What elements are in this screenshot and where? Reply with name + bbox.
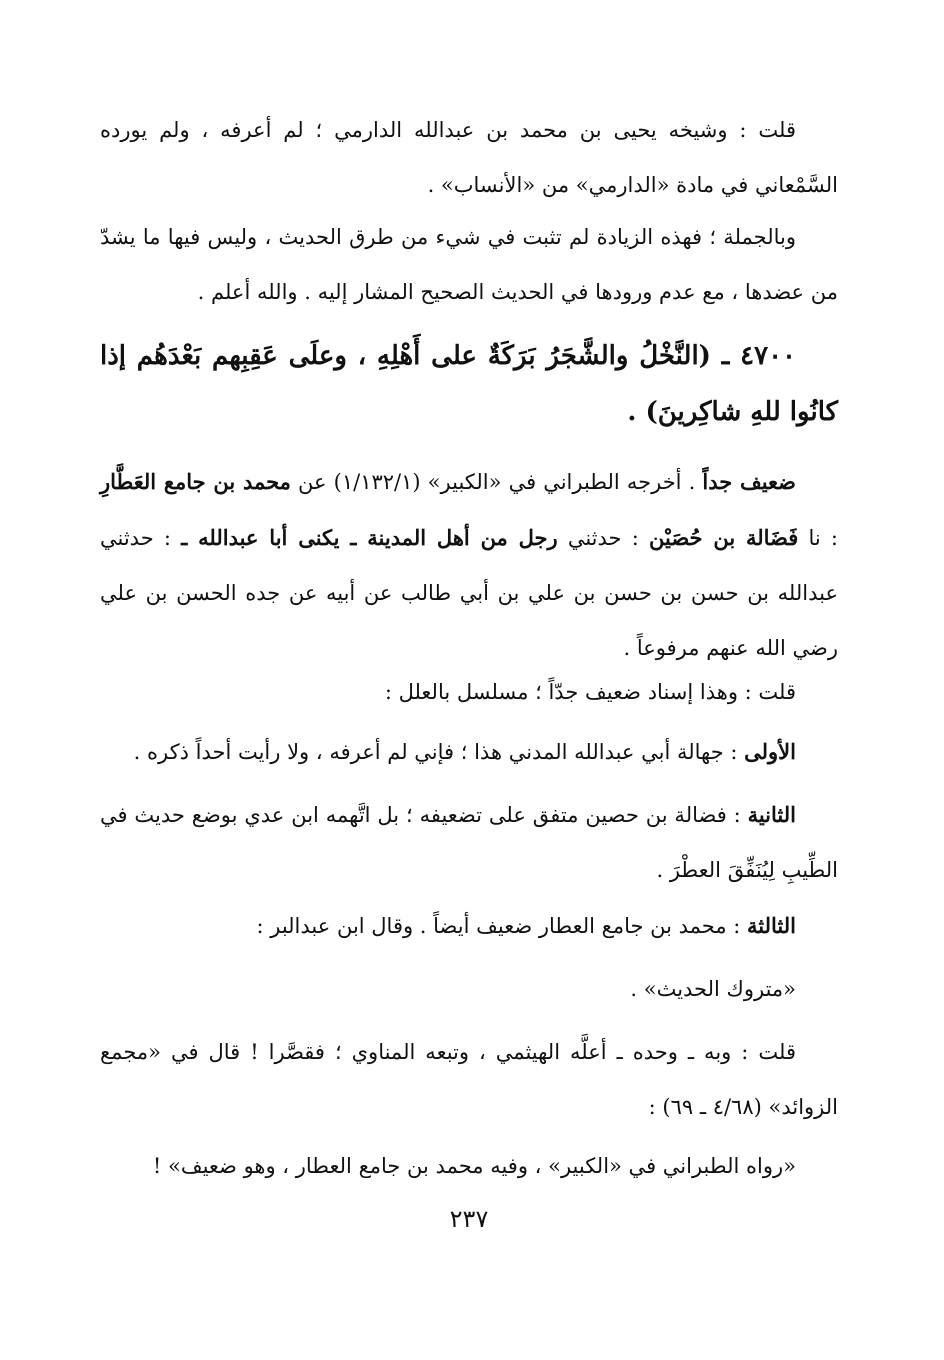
takhrij-text-b: : نا xyxy=(798,526,839,550)
narrator-2: فَضَالة بن حُصَيْن xyxy=(649,525,799,550)
flaw-3-text: : محمد بن جامع العطار ضعيف أيضاً . وقال ابن عبدالبر : xyxy=(256,914,748,938)
paragraph-note-1: قلت : وشيخه يحيى بن محمد بن عبدالله الدارمي ؛ لم أعرفه ، ولم يورده السَّمْعاني في مادة «الدارمي» من «الأنساب» . xyxy=(100,118,838,197)
takhrij-text-a: . أخرجه الطبراني في «الكبير» (١/١٣٢/١) عن xyxy=(290,470,703,494)
document-page xyxy=(100,0,838,1360)
paragraph-flaw-2 xyxy=(100,787,838,898)
paragraph-note-2: قلت : وهذا إسناد ضعيف جدّاً ؛ مسلسل بالعلل : xyxy=(384,680,796,704)
quote-haythami: «رواه الطبراني في «الكبير» ، وفيه محمد بن جامع العطار ، وهو ضعيف» ! xyxy=(152,1154,796,1178)
paragraph-note-3: قلت : وبه ـ وحده ـ أعلَّه الهيثمي ، وتبعه المناوي ؛ فقصَّرا ! قال في «مجمع الزوائد» (٤/٦٨ ـ ٦٩) : xyxy=(100,1040,838,1119)
flaw-1-text: : جهالة أبي عبدالله المدني هذا ؛ فإني لم أعرفه ، ولا رأيت أحداً ذكره . xyxy=(133,740,745,764)
narrator-1: محمد بن جامع العَطَّارِ xyxy=(100,469,291,494)
flaw-2-label: الثانية xyxy=(747,802,796,827)
paragraph-flaw-1 xyxy=(100,724,838,780)
narrator-3: رجل من أهل المدينة ـ يكنى أبا عبدالله ـ xyxy=(181,525,558,550)
paragraph-takhrij xyxy=(100,454,838,676)
flaw-2-text: : فضالة بن حصين متفق على تضعيفه ؛ بل اتَّهمه ابن عدي بوضع حديث في الطِّيبِ لِيُنَفِّقَ العطْرَ . xyxy=(100,803,838,882)
flaw-1-label: الأولى xyxy=(744,739,796,764)
takhrij-text-c: : حدثني xyxy=(557,526,649,550)
quote-matruk: «متروك الحديث» . xyxy=(630,977,796,1001)
page-number: ٢٣٧ xyxy=(449,1205,489,1233)
hadith-text: ٤٧٠٠ ـ (النَّخْلُ والشَّجَرُ بَرَكَةٌ على أَهْلِهِ ، وعلَى عَقِبِهم بَعْدَهُم إذا كانُوا للهِ شاكِرينَ) . xyxy=(100,341,838,427)
flaw-3-label: الثالثة xyxy=(747,913,796,938)
paragraph-flaw-3 xyxy=(100,898,838,954)
paragraph-summary: وبالجملة ؛ فهذه الزيادة لم تثبت في شيء من طرق الحديث ، وليس فيها ما يشدّ من عضدها ، مع عدم ورودها في الحديث الصحيح المشار إليه . والله أعلم . xyxy=(100,225,838,304)
grade-label: ضعيف جداً xyxy=(702,469,796,494)
takhrij-text-d: : حدثني عبدالله بن حسن بن حسن بن علي بن أبي طالب عن أبيه عن جده الحسن بن علي رضي الله عنهم مرفوعاً . xyxy=(100,526,838,660)
